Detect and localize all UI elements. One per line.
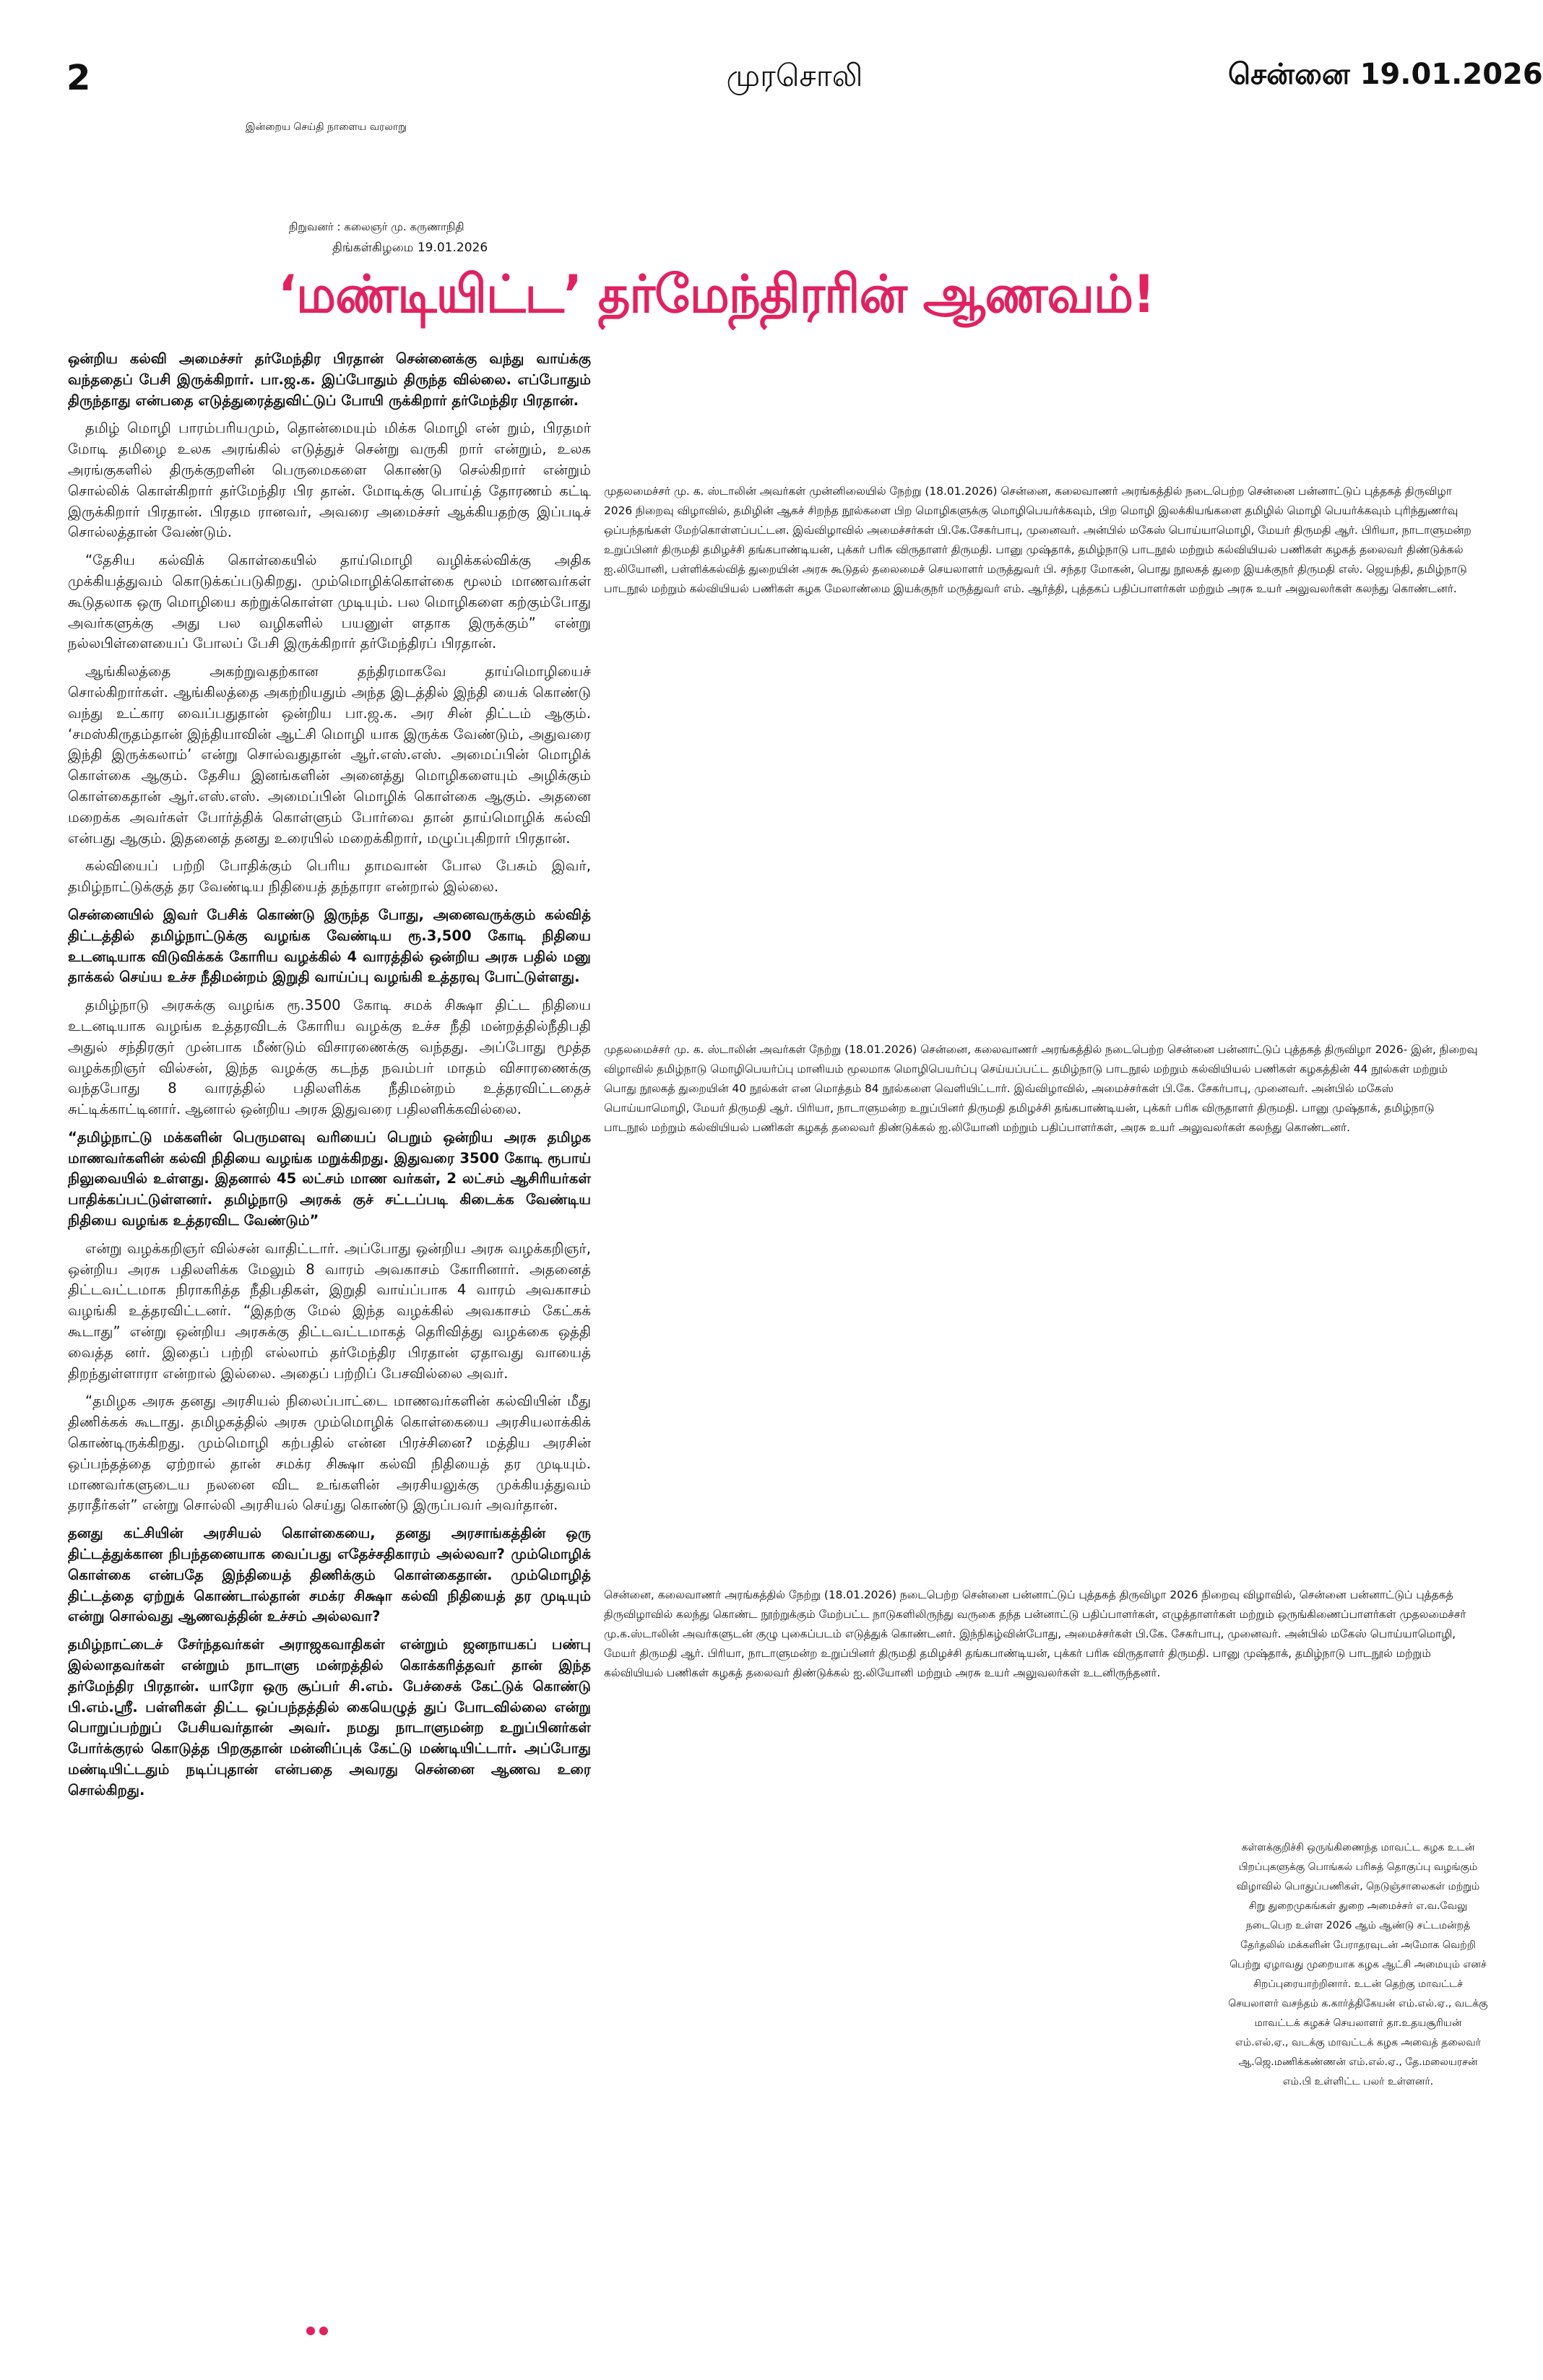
end-bullets [306,2324,332,2338]
editorial-paragraph: சென்னையில் இவர் பேசிக் கொண்டு இருந்த போது, அனைவருக்கும் கல்வித் திட்டத்தில் தமிழ்நாட்டுக்கு வழங்க வேண்டிய ரூ.3,500 கோடி நிதியை உடனடியாக விடுவிக்கக் கோரிய வழக்கில் 4 வாரத்தில் ஒன்றிய அரசு பதில் மனு தாக்கல் செய்ய உச்ச நீதிமன்றம் இறுதி வாய்ப்பு வழங்கி உத்தரவு போட்டுள்ளது. [68,906,591,986]
masthead: முரசொலி [726,58,863,93]
editorial-paragraph: ஒன்றிய கல்வி அமைச்சர் தர்மேந்திர பிரதான் சென்னைக்கு வந்து வாய்க்கு வந்ததைப் பேசி இருக்கிறார். பா.ஜ.க. இப்போதும் திருந்த வில்லை. எப்போதும் திருந்தாது என்பதை எடுத்துரைத்துவிட்டுப் போயி ருக்கிறார் தர்மேந்திர பிரதான். [68,350,591,409]
editorial-paragraph: “தமிழ்நாட்டு மக்களின் பெருமளவு வரியைப் பெறும் ஒன்றிய அரசு தமிழக மாணவர்களின் கல்வி நிதியை வழங்க மறுக்கிறது. இதுவரை 3500 கோடி ரூபாய் நிலுவையில் உள்ளது. இதனால் 45 லட்சம் மாண வர்கள், 2 லட்சம் ஆசிரியர்கள் பாதிக்கப்பட்டுள்ளனர். தமிழ்நாடு அரசுக் குச் சட்டப்படி கிடைக்க வேண்டிய நிதியை வழங்க உத்தரவிட வேண்டும்” [68,1128,591,1229]
motto: இன்றைய செய்தி நாளைய வரலாறு [246,121,407,133]
editorial-headline: ‘மண்டியிட்ட’ தர்மேந்திரரின் ஆணவம்! [278,264,1155,324]
bullet-dot [306,2327,315,2335]
bullet-dot [319,2327,328,2335]
editorial-paragraph: தமிழ் மொழி பாரம்பரியமும், தொன்மையும் மிக்க மொழி என் றும், பிரதமர் மோடி தமிழை உலக அரங்கில் எடுத்துச் சென்று வருகி றார் என்றும், உலக அரங்குகளில் திருக்குறளின் பெருமைகளை கொண்டு செல்கிறார் என்றும் சொல்லிக் கொள்கிறார் தர்மேந்திர பிர தான். மோடிக்கு பொய்த் தோரணம் கட்டி இருக்கிறார் பிரதான். பிரதம ரானவர், அவரை அமைச்சர் ஆக்கியதற்கு இப்படிச் சொல்லத்தான் வேண்டும். [68,420,591,541]
photo-caption-1: முதலமைச்சர் மு. க. ஸ்டாலின் அவர்கள் முன்னிலையில் நேற்று (18.01.2026) சென்னை, கலைவாணர் அரங்கத்தில் நடைபெற்ற சென்னை பன்னாட்டுப் புத்தகத் திருவிழா 2026 நிறைவு விழாவில், தமிழின் ஆகச் சிறந்த நூல்களை பிற மொழிகளுக்கு மொழிபெயர்க்கவும், பிற மொழி இலக்கியங்களை தமிழில் மொழி பெயர்க்கவும் புரிந்துணர்வு ஒப்பந்தங்கள் மேற்கொள்ளப்பட்டன. இவ்விழாவில் அமைச்சர்கள் பி.கே.சேகர்பாபு, முனைவர். அன்பில் மகேஸ் பொய்யாமொழி, மேயர் திருமதி ஆர். பிரியா, நாடாளுமன்ற உறுப்பினர் திருமதி தமிழச்சி தங்கபாண்டியன், புக்கர் பரிசு விருதாளர் திருமதி. பானு முஷ்தாக், தமிழ்நாடு பாடநூல் மற்றும் கல்வியியல் பணிகள் கழகத் தலைவர் திண்டுக்கல் ஐ.லியோனி, பள்ளிக்கல்வித் துறையின் அரசு கூடுதல் தலைமைச் செயலாளர் மருத்துவர் பி. சந்தர மோகன், பொது நூலகத் துறை இயக்குநர் திருமதி எஸ். ஜெயந்தி, தமிழ்நாடு பாடநூல் மற்றும் கல்வியியல் பணிகள் கழக மேலாண்மை இயக்குநர் மருத்துவர் எம். ஆர்த்தி, புத்தகப் பதிப்பாளர்கள் மற்றும் அரசு உயர் அலுவலர்கள் கலந்து கொண்டனர். [604,485,1471,595]
editorial-paragraph: தமிழ்நாடு அரசுக்கு வழங்க ரூ.3500 கோடி சமக் சிக்ஷா திட்ட நிதியை உடனடியாக வழங்க உத்தரவிடக் கோரிய வழக்கு உச்ச நீதி மன்றத்தில்நீதிபதி அதுல் சந்திரகுர் முன்பாக மீண்டும் விசாரணைக்கு வந்தது. அப்போது மூத்த வழக்கறிஞர் வில்சன், இந்த வழக்கு கடந்த நவம்பர் மாதம் விசாரணைக்கு வந்தபோது 8 வாரத்தில் பதிலளிக்க நீதிமன்றம் உத்தரவிட்டதைச் சுட்டிக்காட்டினார். ஆனால் ஒன்றிய அரசு இதுவரை பதிலளிக்கவில்லை. [68,997,591,1118]
editorial-paragraph: தனது கட்சியின் அரசியல் கொள்கையை, தனது அரசாங்கத்தின் ஒரு திட்டத்துக்கான நிபந்தனையாக வைப்பது எதேச்சதிகாரம் அல்லவா? மும்மொழிக் கொள்கை என்பதே இந்தியைத் திணிக்கும் கொள்கைதான். மும்மொழித் திட்டத்தை ஏற்றுக் கொண்டால்தான் சமக்ர சிக்ஷா கல்வி நிதியைத் தர முடியும் என்று சொல்வது ஆணவத்தின் உச்சம் அல்லவா? [68,1525,591,1625]
editorial-paragraph: என்று வழக்கறிஞர் வில்சன் வாதிட்டார். அப்போது ஒன்றிய அரசு வழக்கறிஞர், ஒன்றிய அரசு பதிலளிக்க மேலும் 8 வாரம் அவகாசம் கோரினார். அதனைத் திட்டவட்டமாக நிராகரித்த நீதிபதிகள், இறுதி வாய்ப்பாக 4 வாரம் அவகாசம் வழங்கி உத்தரவிட்டனர். “இதற்கு மேல் இந்த வழக்கில் அவகாசம் கேட்கக் கூடாது” என்று ஒன்றிய அரசுக்கு திட்டவட்டமாகத் தெரிவித்து வழக்கை ஒத்தி வைத்த னர். இதைப் பற்றி எல்லாம் தர்மேந்திர பிரதான் ஏதாவது வாயைத் திறந்துள்ளாரா என்றால் இல்லை. அதைப் பற்றிப் பேசவில்லை அவர். [68,1239,591,1382]
editorial-date: திங்கள்கிழமை 19.01.2026 [332,241,488,255]
page-number: 2 [66,58,91,98]
dateline: சென்னை 19.01.2026 [1228,58,1543,91]
founder-line: நிறுவனர் : கலைஞர் மு. கருணாநிதி [289,220,464,233]
editorial-paragraph: “தமிழக அரசு தனது அரசியல் நிலைப்பாட்டை மாணவர்களின் கல்வியின் மீது திணிக்கக் கூடாது. தமிழகத்தில் அரசு மும்மொழிக் கொள்கையை அரசியலாக்கிக் கொண்டிருக்கிறது. மும்மொழி கற்பதில் என்ன பிரச்சினை? மத்திய அரசின் ஒப்பந்தத்தை ஏற்றால் தான் சமக்ர சிக்ஷா கல்வி நிதியைத் தர முடியும். மாணவர்களுடைய நலனை விட உங்களின் அரசியலுக்கு முக்கியத்துவம் தராதீர்கள்” என்று சொல்லி அரசியல் செய்து கொண்டு இருப்பவர் அவர்தான். [68,1393,591,1514]
photo-caption-2: முதலமைச்சர் மு. க. ஸ்டாலின் அவர்கள் நேற்று (18.01.2026) சென்னை, கலைவாணர் அரங்கத்தில் நடைபெற்ற சென்னை பன்னாட்டுப் புத்தகத் திருவிழா 2026- இன், நிறைவு விழாவில் தமிழ்நாடு மொழிபெயர்ப்பு மானியம் மூலமாக மொழிபெயர்ப்பு செய்யப்பட்ட தமிழ்நாடு பாடநூல் மற்றும் கல்வியியல் பணிகள் கழகத்தின் 44 நூல்கள் மற்றும் பொது நூலகத் துறையின் 40 நூல்கள் என மொத்தம் 84 நூல்களை வெளியிட்டார். இவ்விழாவில், அமைச்சர்கள் பி.கே. சேகர்பாபு, முனைவர். அன்பில் மகேஸ் பொய்யாமொழி, மேயர் திருமதி ஆர். பிரியா, நாடாளுமன்ற உறுப்பினர் திருமதி தமிழச்சி தங்கபாண்டியன், புக்கர் பரிசு விருதாளர் திருமதி. பானு முஷ்தாக், தமிழ்நாடு பாடநூல் மற்றும் கல்வியியல் பணிகள் கழகத் தலைவர் திண்டுக்கல் ஐ.லியோனி மற்றும் பதிப்பாளர்கள், அரசு உயர் அலுவலர்கள் கலந்து கொண்டனர். [604,1043,1478,1134]
editorial-paragraph: கல்வியைப் பற்றி போதிக்கும் பெரிய தாமவான் போல பேசும் இவர், தமிழ்நாட்டுக்குத் தர வேண்டிய நிதியைத் தந்தாரா என்றால் இல்லை. [68,857,591,896]
editorial-paragraph: “தேசிய கல்விக் கொள்கையில் தாய்மொழி வழிக்கல்விக்கு அதிக முக்கியத்துவம் கொடுக்கப்படுகிறது. மும்மொழிக்கொள்கை மூலம் மாணவர்கள் கூடுதலாக ஒரு மொழியை கற்றுக்கொள்ள முடியும். பல மொழிகளை கற்கும்போது அவர்களுக்கு அது பல வழிகளில் பயனுள் ளதாக இருக்கும்” என்று நல்லபிள்ளையைப் போலப் பேசி இருக்கிறார் தர்மேந்திரப் பிரதான். [68,552,591,652]
photo-caption-3: சென்னை, கலைவாணர் அரங்கத்தில் நேற்று (18.01.2026) நடைபெற்ற சென்னை பன்னாட்டுப் புத்தகத் திருவிழா 2026 நிறைவு விழாவில், சென்னை பன்னாட்டுப் புத்தகத் திருவிழாவில் கலந்து கொண்ட நூற்றுக்கும் மேற்பட்ட நாடுகளிலிருந்து வருகை தந்த பன்னாட்டு பதிப்பாளர்கள், எழுத்தாளர்கள் மற்றும் ஒருங்கிணைப்பாளர்கள் முதலமைச்சர் மு.க.ஸ்டாலின் அவர்களுடன் குழு புகைப்படம் எடுத்துக் கொண்டனர். இந்நிகழ்வின்போது, அமைச்சர்கள் பி.கே. சேகர்பாபு, முனைவர். அன்பில் மகேஸ் பொய்யாமொழி, மேயர் திருமதி ஆர். பிரியா, நாடாளுமன்ற உறுப்பினர் திருமதி தமிழச்சி தங்கபாண்டியன், புக்கர் பரிசு விருதாளர் திருமதி. பானு முஷ்தாக், தமிழ்நாடு பாடநூல் மற்றும் கல்வியியல் பணிகள் கழகத் தலைவர் திண்டுக்கல் ஐ.லியோனி மற்றும் அரசு உயர் அலுவலர்கள் உடனிருந்தனர். [604,1588,1466,1679]
editorial-body [68,349,591,1809]
side-photo-caption: கள்ளக்குறிச்சி ஒருங்கிணைந்த மாவட்ட கழக உடன் பிறப்புகளுக்கு பொங்கல் பரிசுத் தொகுப்பு வழங்கும் விழாவில் பொதுப்பணிகள், நெடுஞ்சாலைகள் மற்றும் சிறு துறைமுகங்கள் துறை அமைச்சர் எ.வ.வேலு நடைபெற உள்ள 2026 ஆம் ஆண்டு சட்டமன்றத் தேர்தலில் மக்களின் பேராதரவுடன் அமோக வெற்றி பெற்று ஏழாவது முறையாக கழக ஆட்சி அமையும் எனச் சிறப்புரையாற்றினார். உடன் தெற்கு மாவட்டச் செயலாளர் வசந்தம் க.கார்த்திகேயன் எம்.எல்.ஏ., வடக்கு மாவட்டக் கழகச் செயலாளர் தா.உதயசூரியன் எம்.எல்.ஏ., வடக்கு மாவட்டக் கழக அவைத் தலைவர் ஆ.ஜெ.மணிக்கண்ணன் எம்.எல்.ஏ., தே.மலையரசன் எம்.பி உள்ளிட்ட பலர் உள்ளனர். [1228,1842,1488,2087]
editorial-paragraph: தமிழ்நாட்டைச் சேர்ந்தவர்கள் அராஜகவாதிகள் என்றும் ஜனநாயகப் பண்பு இல்லாதவர்கள் என்றும் நாடாளு மன்றத்தில் கொக்கரித்தவர் தான் இந்த தர்மேந்திர பிரதான். யாரோ ஒரு சூப்பர் சி.எம். பேச்சைக் கேட்டுக் கொண்டு பி.எம்.ஸ்ரீ. பள்ளிகள் திட்ட ஒப்பந்தத்தில் கையெழுத் துப் போடவில்லை என்று பொறுப்பற்றுப் பேசியவர்தான் அவர். நமது நாடாளுமன்ற உறுப்பினர்கள் போர்க்குரல் கொடுத்த பிறகுதான் மன்னிப்புக் கேட்டு மண்டியிட்டார். அப்போது மண்டியிட்டதும் நடிப்புதான் என்பதை அவரது சென்னை ஆணவ உரை சொல்கிறது. [68,1636,591,1799]
editorial-paragraph: ஆங்கிலத்தை அகற்றுவதற்கான தந்திரமாகவே தாய்மொழியைச் சொல்கிறார்கள். ஆங்கிலத்தை அகற்றியதும் அந்த இடத்தில் இந்தி யைக் கொண்டு வந்து உட்கார வைப்பதுதான் ஒன்றிய பா.ஜ.க. அர சின் திட்டம் ஆகும். ‘சமஸ்கிருதம்தான் இந்தியாவின் ஆட்சி மொழி யாக இருக்க வேண்டும், அதுவரை இந்தி இருக்கலாம்’ என்று சொல்வதுதான் ஆர்.எஸ்.எஸ். அமைப்பின் மொழிக் கொள்கை ஆகும். தேசிய இனங்களின் அனைத்து மொழிகளையும் அழிக்கும் கொள்கைதான் ஆர்.எஸ்.எஸ். அமைப்பின் மொழிக் கொள்கை ஆகும். அதனை மறைக்க அவர்கள் போர்த்திக் கொள்ளும் போர்வை தான் தாய்மொழிக் கல்வி என்பது ஆகும். இதனைத் தனது உரையில் மறைக்கிறார், மழுப்புகிறார் பிரதான். [68,663,591,847]
